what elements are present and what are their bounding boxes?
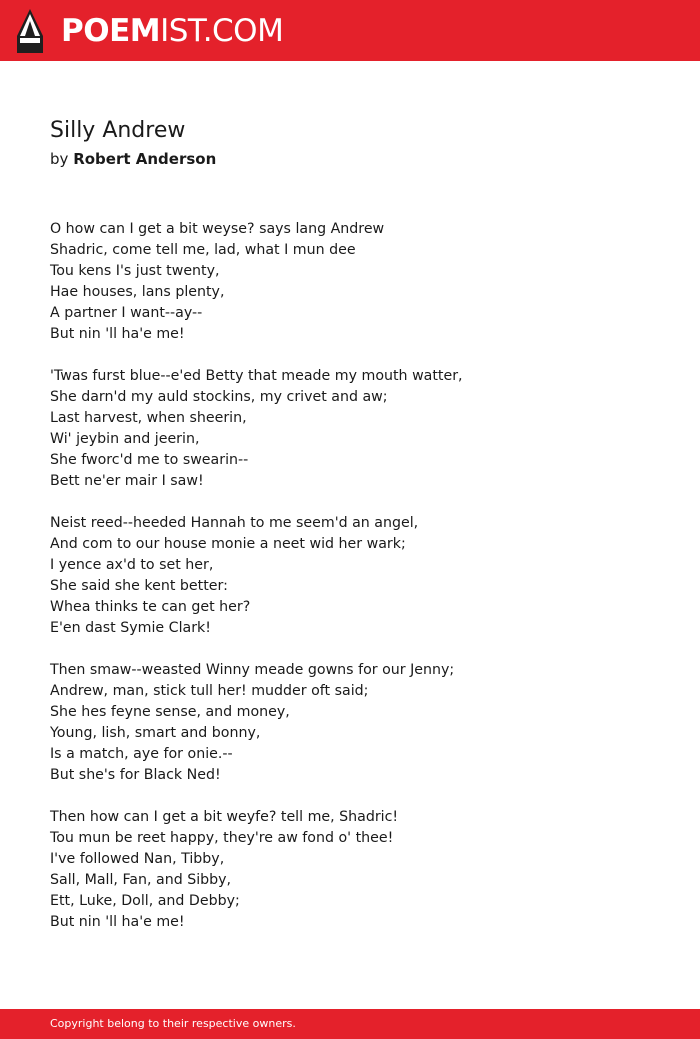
poem-stanza bbox=[50, 660, 670, 786]
poem-line: Ett, Luke, Doll, and Debby; bbox=[50, 893, 240, 909]
poem-line: I've followed Nan, Tibby, bbox=[50, 851, 225, 867]
poem-stanza bbox=[50, 366, 670, 492]
poem-stanza bbox=[50, 807, 670, 933]
by-label: by bbox=[50, 150, 69, 168]
poem-line: But nin 'll ha'e me! bbox=[50, 914, 185, 930]
poem-line: Hae houses, lans plenty, bbox=[50, 284, 225, 300]
logo-text-bold: POEM bbox=[61, 13, 161, 49]
logo-text-light: IST.COM bbox=[160, 13, 284, 49]
poem-line: She fworc'd me to swearin-- bbox=[50, 452, 249, 468]
site-logo-link[interactable] bbox=[61, 11, 283, 51]
poem-title: Silly Andrew bbox=[50, 118, 186, 143]
poem-line: Whea thinks te can get her? bbox=[50, 599, 251, 615]
poem-line: Andrew, man, stick tull her! mudder oft said; bbox=[50, 683, 369, 699]
poem-line: I yence ax'd to set her, bbox=[50, 557, 214, 573]
site-header bbox=[0, 0, 700, 61]
site-footer bbox=[0, 1009, 700, 1039]
poem-line: 'Twas furst blue--e'ed Betty that meade my mouth watter, bbox=[50, 368, 463, 384]
poem-line: Wi' jeybin and jeerin, bbox=[50, 431, 200, 447]
poem-line: Neist reed--heeded Hannah to me seem'd an angel, bbox=[50, 515, 419, 531]
poem-line: A partner I want--ay-- bbox=[50, 305, 203, 321]
poem-line: Last harvest, when sheerin, bbox=[50, 410, 247, 426]
poem-line: Bett ne'er mair I saw! bbox=[50, 473, 204, 489]
poem-line: But she's for Black Ned! bbox=[50, 767, 221, 783]
poem-line: Young, lish, smart and bonny, bbox=[50, 725, 261, 741]
poem-line: But nin 'll ha'e me! bbox=[50, 326, 185, 342]
poem-line: And com to our house monie a neet wid her wark; bbox=[50, 536, 406, 552]
poem-line: She said she kent better: bbox=[50, 578, 228, 594]
poem-stanza bbox=[50, 513, 670, 639]
poem-line: Is a match, aye for onie.-- bbox=[50, 746, 233, 762]
poem-line: Then how can I get a bit weyfe? tell me, Shadric! bbox=[50, 809, 399, 825]
poem-body bbox=[50, 219, 670, 954]
pencil-tip-icon[interactable] bbox=[17, 9, 43, 53]
poem-author: Robert Anderson bbox=[73, 150, 217, 168]
poem-line: Tou mun be reet happy, they're aw fond o' thee! bbox=[50, 830, 394, 846]
poem-line: Then smaw--weasted Winny meade gowns for our Jenny; bbox=[50, 662, 455, 678]
poem-line: E'en dast Symie Clark! bbox=[50, 620, 211, 636]
poem-line: She hes feyne sense, and money, bbox=[50, 704, 290, 720]
poem-line: Tou kens I's just twenty, bbox=[50, 263, 220, 279]
copyright-notice: Copyright belong to their respective owners. bbox=[50, 1017, 296, 1030]
poem-stanza bbox=[50, 219, 670, 345]
poem-byline bbox=[50, 148, 216, 170]
poem-line: Sall, Mall, Fan, and Sibby, bbox=[50, 872, 232, 888]
poem-line: She darn'd my auld stockins, my crivet and aw; bbox=[50, 389, 388, 405]
poem-line: Shadric, come tell me, lad, what I mun dee bbox=[50, 242, 356, 258]
poem-line: O how can I get a bit weyse? says lang Andrew bbox=[50, 221, 385, 237]
